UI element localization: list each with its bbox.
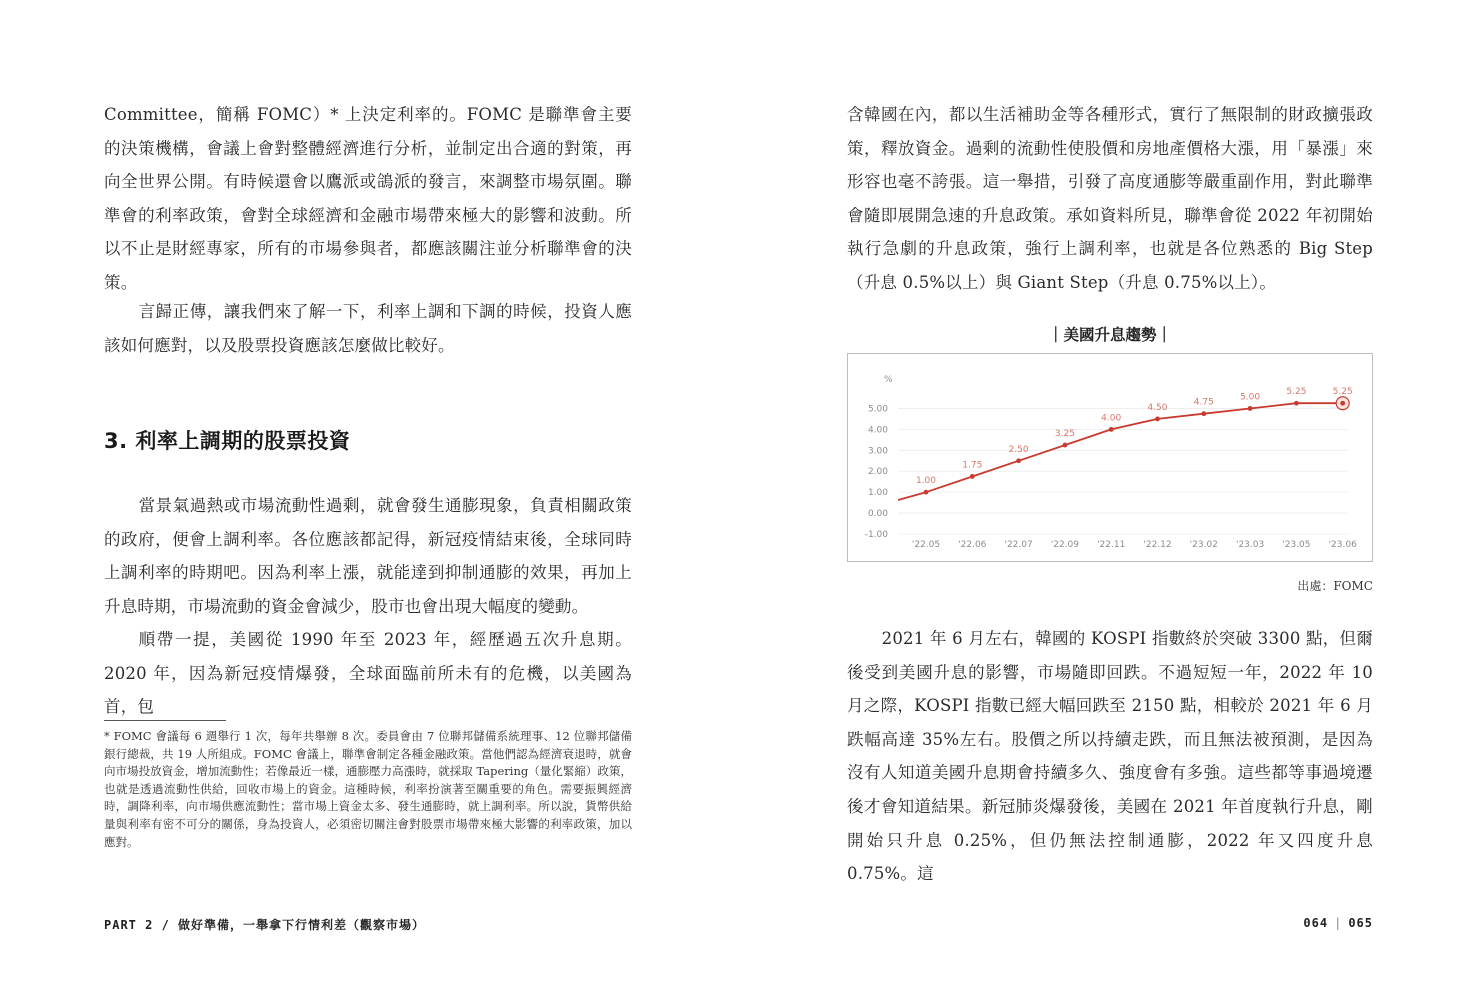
left-paragraph-2 bbox=[104, 295, 632, 362]
chart-source: 出處：FOMC bbox=[1297, 579, 1373, 593]
x-tick-label: '23.05 bbox=[1282, 540, 1311, 550]
page-number-separator: | bbox=[1334, 916, 1343, 930]
left-paragraph-3 bbox=[104, 489, 632, 623]
data-label: 4.00 bbox=[1101, 413, 1122, 424]
x-tick-label: '22.12 bbox=[1143, 540, 1172, 550]
y-tick-label: 3.00 bbox=[867, 446, 888, 457]
footnote-divider bbox=[104, 720, 226, 721]
paragraph-text: 順帶一提，美國從 1990 年至 2023 年，經歷過五次升息期。2020 年，因為新冠疫情爆發，全球面臨前所未有的危機，以美國為首，包 bbox=[104, 630, 632, 717]
data-point bbox=[1016, 458, 1021, 463]
chart-title: ｜美國升息趨勢｜ bbox=[1047, 326, 1172, 344]
rate-line-chart bbox=[848, 354, 1372, 561]
y-tick-label: 1.00 bbox=[867, 488, 888, 499]
data-point bbox=[1248, 406, 1253, 411]
y-axis-unit: % bbox=[884, 375, 893, 385]
y-tick-label: -1.00 bbox=[864, 530, 888, 540]
data-label: 5.25 bbox=[1332, 387, 1353, 398]
footnote: * FOMC 會議每 6 週舉行 1 次，每年共舉辦 8 次。委員會由 7 位聯邦儲備系統理事、12 位聯邦儲備銀行總裁，共 19 人所組成。FOMC 會議上，聯準會制定各種金融政策。當他們認為經濟衰退時，就會向市場投放資金，增加流動性；若像最近一樣，通膨壓力高漲時，就採取 Tapering（量化緊縮）政策，也就是透過流動性供給，回收市場上的資金。這種時候，利率扮演著至關重要的角色。需要振興經濟時，調降利率，向市場供應流動性；當市場上資金太多、發生通膨時，就上調利率。所以說，貨幣供給量與利率有密不可分的關係，身為投資人，必須密切關注會對股票市場帶來極大影響的利率政策，加以應對。 bbox=[104, 729, 632, 849]
paragraph-text: 含韓國在內，都以生活補助金等各種形式，實行了無限制的財政擴張政策，釋放資金。過剩的流動性使股價和房地產價格大漲，用「暴漲」來形容也毫不誇張。這一舉措，引發了高度通膨等嚴重副作用，對此聯準會隨即展開急速的升息政策。承如資料所見，聯準會從 2022 年初開始執行急劇的升息政策，強行上調利率，也就是各位熟悉的 Big Step（升息 0.5%以上）與 Giant Step（升息 0.75%以上）。 bbox=[847, 105, 1373, 292]
x-tick-label: '22.05 bbox=[911, 540, 941, 550]
data-label: 5.25 bbox=[1286, 387, 1307, 398]
data-point bbox=[1340, 401, 1345, 406]
data-point bbox=[1109, 427, 1114, 432]
y-tick-label: 0.00 bbox=[867, 509, 888, 520]
left-paragraph-1 bbox=[104, 98, 632, 300]
section-heading: 3. 利率上調期的股票投資 bbox=[104, 429, 351, 453]
running-footer: PART 2 / 做好準備，一舉拿下行情利差（觀察市場） bbox=[104, 918, 426, 932]
x-tick-label: '23.06 bbox=[1328, 540, 1357, 550]
chart-frame bbox=[847, 353, 1373, 562]
data-label: 2.50 bbox=[1008, 444, 1029, 455]
paragraph-text: 當景氣過熱或市場流動性過剩，就會發生通膨現象，負責相關政策的政府，便會上調利率。各位應該都記得，新冠疫情結束後，全球同時上調利率的時期吧。因為利率上漲，就能達到抑制通膨的效果，再加上升息時期，市場流動的資金會減少，股市也會出現大幅度的變動。 bbox=[104, 496, 632, 616]
y-tick-label: 2.00 bbox=[867, 467, 888, 478]
data-label: 4.50 bbox=[1147, 402, 1168, 413]
data-label: 1.00 bbox=[915, 476, 937, 487]
paragraph-text: 2021 年 6 月左右，韓國的 KOSPI 指數終於突破 3300 點，但爾後受到美國升息的影響，市場隨即回跌。不過短短一年，2022 年 10 月之際，KOSPI 指數已經大幅回跌至 2150 點，相較於 2021 年 6 月跌幅高達 35%左右。股價之所以持續走跌，而且無法被預測，是因為沒有人知道美國升息期會持續多久、強度會有多強。這些都等事過境遷後才會知道結果。新冠肺炎爆發後，美國在 2021 年首度執行升息，剛開始只升息 0.25%，但仍無法控制通膨，2022 年又四度升息 0.75%。這 bbox=[847, 629, 1373, 884]
right-paragraph-2 bbox=[847, 622, 1373, 891]
right-paragraph-1 bbox=[847, 98, 1373, 300]
page-number-left: 064 bbox=[1303, 916, 1329, 930]
x-tick-label: '23.03 bbox=[1235, 540, 1265, 550]
data-label: 3.25 bbox=[1054, 429, 1075, 440]
x-tick-label: '22.11 bbox=[1097, 540, 1126, 550]
data-point bbox=[924, 490, 929, 495]
data-point bbox=[970, 474, 975, 479]
data-point bbox=[1201, 411, 1206, 416]
y-tick-label: 4.00 bbox=[867, 425, 888, 436]
page-numbers bbox=[1303, 916, 1373, 930]
x-tick-label: '23.02 bbox=[1189, 540, 1218, 550]
x-tick-label: '22.07 bbox=[1004, 540, 1033, 550]
y-tick-label: 5.00 bbox=[867, 404, 888, 415]
data-label: 5.00 bbox=[1240, 392, 1261, 403]
data-label: 4.75 bbox=[1193, 397, 1214, 408]
data-point bbox=[1063, 443, 1068, 448]
page-number-right: 065 bbox=[1348, 916, 1373, 930]
data-point bbox=[1294, 401, 1299, 406]
data-label: 1.75 bbox=[962, 460, 983, 471]
left-paragraph-4 bbox=[104, 623, 632, 724]
x-tick-label: '22.09 bbox=[1050, 540, 1080, 550]
paragraph-text: Committee，簡稱 FOMC）* 上決定利率的。FOMC 是聯準會主要的決策機構，會議上會對整體經濟進行分析，並制定出合適的對策，再向全世界公開。有時候還會以鷹派或鴿派的發言，來調整市場氛圍。聯準會的利率政策，會對全球經濟和金融市場帶來極大的影響和波動。所以不止是財經專家，所有的市場參與者，都應該關注並分析聯準會的決策。 bbox=[104, 105, 632, 292]
paragraph-text: 言歸正傳，讓我們來了解一下，利率上調和下調的時候，投資人應該如何應對，以及股票投資應該怎麼做比較好。 bbox=[104, 302, 632, 355]
data-point bbox=[1155, 417, 1160, 422]
x-tick-label: '22.06 bbox=[958, 540, 987, 550]
